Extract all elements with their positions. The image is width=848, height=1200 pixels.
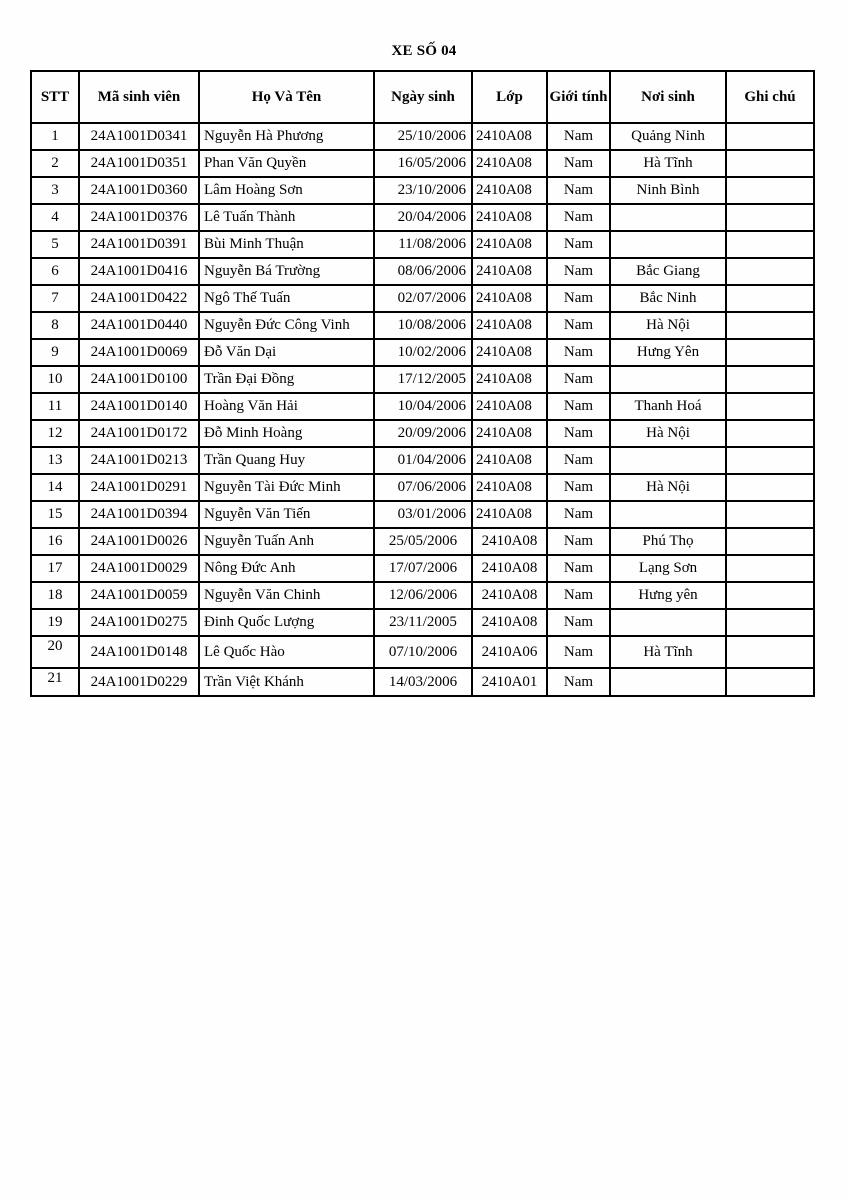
cell-student-id: 24A1001D0029: [79, 555, 199, 582]
cell-birthplace: Hà Tĩnh: [610, 636, 726, 668]
cell-gender: Nam: [547, 447, 610, 474]
cell-name: Trần Đại Đồng: [199, 366, 374, 393]
cell-stt: 10: [31, 366, 79, 393]
cell-note: [726, 636, 814, 668]
cell-class: 2410A08: [472, 528, 547, 555]
cell-class: 2410A08: [472, 177, 547, 204]
cell-note: [726, 474, 814, 501]
cell-dob: 10/02/2006: [374, 339, 472, 366]
cell-gender: Nam: [547, 528, 610, 555]
cell-dob: 01/04/2006: [374, 447, 472, 474]
cell-dob: 23/11/2005: [374, 609, 472, 636]
cell-gender: Nam: [547, 231, 610, 258]
cell-stt: 11: [31, 393, 79, 420]
cell-name: Phan Văn Quyền: [199, 150, 374, 177]
cell-name: Lâm Hoàng Sơn: [199, 177, 374, 204]
cell-gender: Nam: [547, 177, 610, 204]
cell-dob: 16/05/2006: [374, 150, 472, 177]
cell-student-id: 24A1001D0376: [79, 204, 199, 231]
table-row: [31, 393, 814, 420]
cell-gender: Nam: [547, 150, 610, 177]
cell-note: [726, 420, 814, 447]
cell-stt: 1: [31, 123, 79, 150]
cell-class: 2410A08: [472, 501, 547, 528]
cell-stt: 8: [31, 312, 79, 339]
table-row: [31, 231, 814, 258]
cell-student-id: 24A1001D0341: [79, 123, 199, 150]
cell-gender: Nam: [547, 555, 610, 582]
cell-student-id: 24A1001D0148: [79, 636, 199, 668]
header-cell-gender: Giới tính: [547, 71, 610, 123]
cell-birthplace: Lạng Sơn: [610, 555, 726, 582]
table-row: [31, 150, 814, 177]
cell-student-id: 24A1001D0026: [79, 528, 199, 555]
cell-stt: 12: [31, 420, 79, 447]
cell-student-id: 24A1001D0069: [79, 339, 199, 366]
table-row: [31, 177, 814, 204]
cell-name: Trần Việt Khánh: [199, 668, 374, 696]
table-row: [31, 609, 814, 636]
cell-note: [726, 668, 814, 696]
cell-class: 2410A08: [472, 285, 547, 312]
cell-student-id: 24A1001D0394: [79, 501, 199, 528]
table-row: [31, 339, 814, 366]
cell-student-id: 24A1001D0229: [79, 668, 199, 696]
cell-student-id: 24A1001D0422: [79, 285, 199, 312]
cell-student-id: 24A1001D0140: [79, 393, 199, 420]
cell-class: 2410A08: [472, 366, 547, 393]
cell-birthplace: Hà Nội: [610, 420, 726, 447]
cell-note: [726, 528, 814, 555]
cell-birthplace: Thanh Hoá: [610, 393, 726, 420]
cell-stt: 14: [31, 474, 79, 501]
cell-dob: 08/06/2006: [374, 258, 472, 285]
table-row: [31, 204, 814, 231]
cell-student-id: 24A1001D0213: [79, 447, 199, 474]
cell-birthplace: [610, 501, 726, 528]
table-row: [31, 668, 814, 696]
cell-student-id: 24A1001D0391: [79, 231, 199, 258]
cell-class: 2410A08: [472, 204, 547, 231]
cell-stt: 19: [31, 609, 79, 636]
cell-name: Nguyễn Tài Đức Minh: [199, 474, 374, 501]
cell-name: Lê Quốc Hào: [199, 636, 374, 668]
cell-name: Đỗ Văn Dại: [199, 339, 374, 366]
cell-name: Nông Đức Anh: [199, 555, 374, 582]
cell-dob: 03/01/2006: [374, 501, 472, 528]
cell-gender: Nam: [547, 501, 610, 528]
cell-class: 2410A08: [472, 474, 547, 501]
cell-dob: 12/06/2006: [374, 582, 472, 609]
page-title: XE SỐ 04: [391, 43, 457, 59]
header-cell-student-id: Mã sinh viên: [79, 71, 199, 123]
cell-class: 2410A08: [472, 582, 547, 609]
cell-dob: 17/12/2005: [374, 366, 472, 393]
header-cell-class: Lớp: [472, 71, 547, 123]
cell-birthplace: [610, 231, 726, 258]
cell-name: Nguyễn Hà Phương: [199, 123, 374, 150]
cell-class: 2410A08: [472, 258, 547, 285]
cell-birthplace: [610, 204, 726, 231]
cell-dob: 07/06/2006: [374, 474, 472, 501]
cell-note: [726, 231, 814, 258]
cell-dob: 25/05/2006: [374, 528, 472, 555]
cell-class: 2410A08: [472, 231, 547, 258]
table-body: [31, 123, 814, 696]
cell-name: Nguyễn Văn Chinh: [199, 582, 374, 609]
cell-class: 2410A06: [472, 636, 547, 668]
table-row: [31, 366, 814, 393]
cell-student-id: 24A1001D0416: [79, 258, 199, 285]
cell-gender: Nam: [547, 668, 610, 696]
header-cell-note: Ghi chú: [726, 71, 814, 123]
cell-dob: 20/04/2006: [374, 204, 472, 231]
cell-note: [726, 312, 814, 339]
cell-gender: Nam: [547, 636, 610, 668]
cell-birthplace: Hà Tĩnh: [610, 150, 726, 177]
cell-stt: 16: [31, 528, 79, 555]
table-row: [31, 123, 814, 150]
cell-name: Nguyễn Văn Tiến: [199, 501, 374, 528]
table-row: [31, 555, 814, 582]
cell-dob: 11/08/2006: [374, 231, 472, 258]
cell-dob: 10/08/2006: [374, 312, 472, 339]
table-row: [31, 636, 814, 668]
table-row: [31, 447, 814, 474]
cell-class: 2410A08: [472, 555, 547, 582]
cell-name: Đinh Quốc Lượng: [199, 609, 374, 636]
cell-class: 2410A08: [472, 123, 547, 150]
cell-stt: 4: [31, 204, 79, 231]
cell-dob: 23/10/2006: [374, 177, 472, 204]
cell-student-id: 24A1001D0360: [79, 177, 199, 204]
cell-gender: Nam: [547, 285, 610, 312]
cell-birthplace: Quảng Ninh: [610, 123, 726, 150]
cell-stt: 21: [31, 668, 79, 696]
cell-gender: Nam: [547, 366, 610, 393]
cell-name: Ngô Thế Tuấn: [199, 285, 374, 312]
cell-note: [726, 501, 814, 528]
cell-note: [726, 204, 814, 231]
cell-note: [726, 150, 814, 177]
cell-birthplace: [610, 609, 726, 636]
cell-name: Trần Quang Huy: [199, 447, 374, 474]
cell-name: Nguyễn Bá Trường: [199, 258, 374, 285]
cell-dob: 20/09/2006: [374, 420, 472, 447]
table-header: [31, 71, 814, 123]
cell-stt: 18: [31, 582, 79, 609]
cell-stt: 5: [31, 231, 79, 258]
cell-note: [726, 393, 814, 420]
cell-dob: 17/07/2006: [374, 555, 472, 582]
cell-name: Bùi Minh Thuận: [199, 231, 374, 258]
cell-student-id: 24A1001D0100: [79, 366, 199, 393]
cell-gender: Nam: [547, 123, 610, 150]
cell-gender: Nam: [547, 312, 610, 339]
table-row: [31, 285, 814, 312]
cell-dob: 07/10/2006: [374, 636, 472, 668]
cell-note: [726, 177, 814, 204]
header-row: [31, 71, 814, 123]
header-cell-stt: STT: [31, 71, 79, 123]
cell-birthplace: Hưng Yên: [610, 339, 726, 366]
cell-stt: 15: [31, 501, 79, 528]
cell-stt: 17: [31, 555, 79, 582]
cell-note: [726, 123, 814, 150]
header-cell-name: Họ Và Tên: [199, 71, 374, 123]
cell-birthplace: Bắc Ninh: [610, 285, 726, 312]
cell-student-id: 24A1001D0291: [79, 474, 199, 501]
cell-gender: Nam: [547, 258, 610, 285]
cell-note: [726, 447, 814, 474]
cell-note: [726, 366, 814, 393]
table-row: [31, 474, 814, 501]
cell-stt: 6: [31, 258, 79, 285]
cell-stt: 2: [31, 150, 79, 177]
cell-class: 2410A08: [472, 420, 547, 447]
cell-birthplace: Hà Nội: [610, 312, 726, 339]
cell-birthplace: Bắc Giang: [610, 258, 726, 285]
cell-stt: 13: [31, 447, 79, 474]
cell-class: 2410A08: [472, 339, 547, 366]
cell-note: [726, 258, 814, 285]
cell-gender: Nam: [547, 204, 610, 231]
cell-stt: 3: [31, 177, 79, 204]
table-row: [31, 420, 814, 447]
header-cell-dob: Ngày sinh: [374, 71, 472, 123]
cell-name: Lê Tuấn Thành: [199, 204, 374, 231]
cell-student-id: 24A1001D0440: [79, 312, 199, 339]
cell-note: [726, 555, 814, 582]
cell-name: Nguyễn Đức Công Vinh: [199, 312, 374, 339]
header-cell-birthplace: Nơi sinh: [610, 71, 726, 123]
cell-class: 2410A08: [472, 393, 547, 420]
cell-gender: Nam: [547, 609, 610, 636]
cell-gender: Nam: [547, 474, 610, 501]
cell-class: 2410A08: [472, 312, 547, 339]
cell-stt: 20: [31, 636, 79, 668]
cell-dob: 25/10/2006: [374, 123, 472, 150]
cell-birthplace: Hưng yên: [610, 582, 726, 609]
cell-student-id: 24A1001D0275: [79, 609, 199, 636]
cell-name: Đỗ Minh Hoàng: [199, 420, 374, 447]
cell-gender: Nam: [547, 393, 610, 420]
cell-class: 2410A08: [472, 447, 547, 474]
cell-student-id: 24A1001D0172: [79, 420, 199, 447]
cell-gender: Nam: [547, 420, 610, 447]
table-row: [31, 501, 814, 528]
cell-note: [726, 609, 814, 636]
cell-class: 2410A01: [472, 668, 547, 696]
cell-birthplace: [610, 447, 726, 474]
cell-class: 2410A08: [472, 609, 547, 636]
cell-dob: 14/03/2006: [374, 668, 472, 696]
cell-birthplace: Phú Thọ: [610, 528, 726, 555]
cell-note: [726, 285, 814, 312]
cell-birthplace: [610, 366, 726, 393]
cell-birthplace: Hà Nội: [610, 474, 726, 501]
cell-birthplace: Ninh Bình: [610, 177, 726, 204]
cell-stt: 7: [31, 285, 79, 312]
student-roster-table: [30, 70, 815, 697]
cell-dob: 02/07/2006: [374, 285, 472, 312]
cell-birthplace: [610, 668, 726, 696]
cell-class: 2410A08: [472, 150, 547, 177]
cell-student-id: 24A1001D0351: [79, 150, 199, 177]
cell-name: Hoàng Văn Hải: [199, 393, 374, 420]
cell-stt: 9: [31, 339, 79, 366]
table-row: [31, 258, 814, 285]
cell-gender: Nam: [547, 582, 610, 609]
cell-dob: 10/04/2006: [374, 393, 472, 420]
table-row: [31, 312, 814, 339]
cell-gender: Nam: [547, 339, 610, 366]
cell-note: [726, 339, 814, 366]
cell-student-id: 24A1001D0059: [79, 582, 199, 609]
cell-name: Nguyễn Tuấn Anh: [199, 528, 374, 555]
table-row: [31, 582, 814, 609]
cell-note: [726, 582, 814, 609]
table-row: [31, 528, 814, 555]
